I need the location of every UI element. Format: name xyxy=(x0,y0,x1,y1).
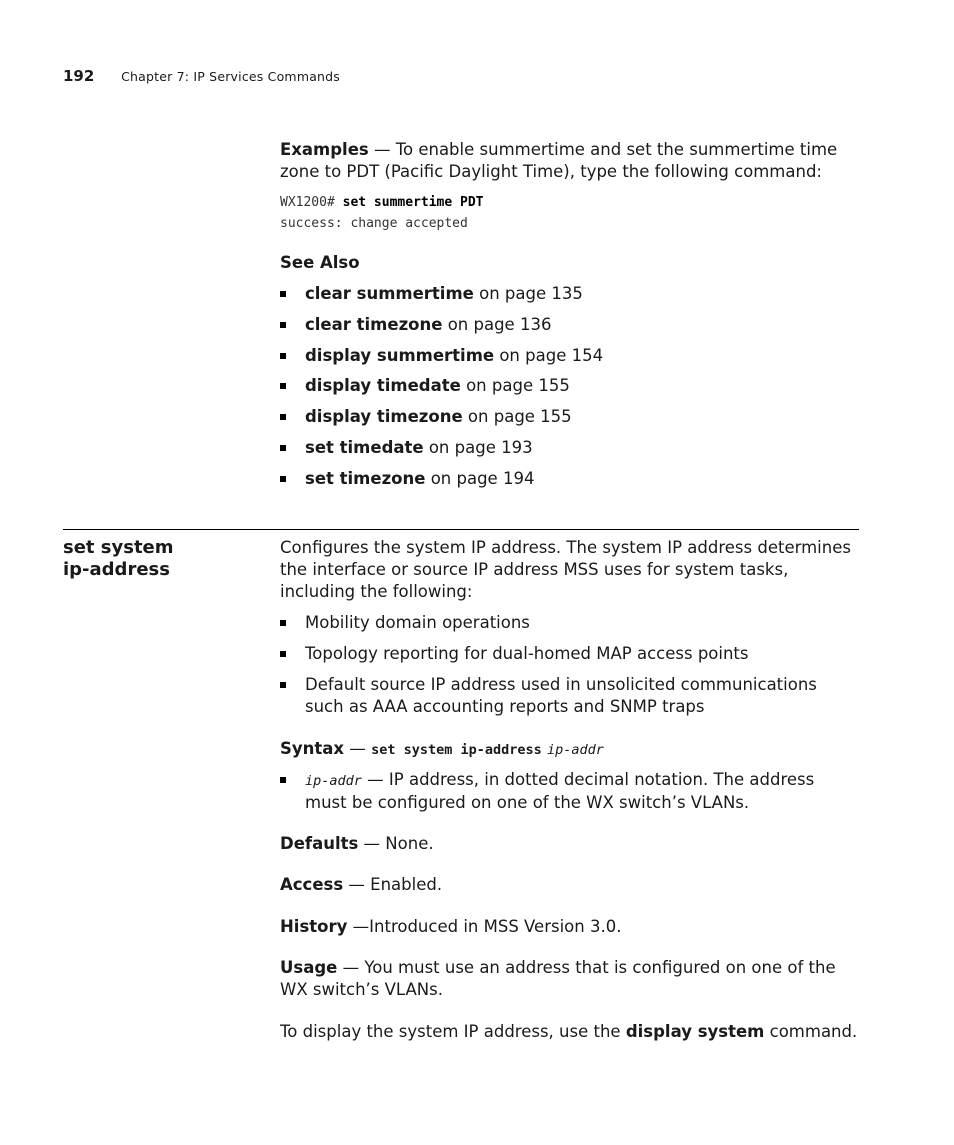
bullet-icon xyxy=(280,414,286,420)
see-also-link[interactable]: clear timezone xyxy=(305,315,443,334)
bullet-icon xyxy=(280,682,286,688)
bullet-icon xyxy=(280,651,286,657)
display-system-link[interactable]: display system xyxy=(625,1022,765,1041)
usage-paragraph xyxy=(280,957,865,1001)
bullet-icon xyxy=(280,445,286,451)
bullet-icon xyxy=(280,383,286,389)
bullet-icon xyxy=(280,291,286,297)
section-title-line2: ip-address xyxy=(63,559,170,580)
history-label: History xyxy=(280,917,348,936)
see-also-link[interactable]: clear summertime xyxy=(305,284,474,303)
page-header xyxy=(63,67,340,85)
parameter-description: — IP address, in dotted decimal notation. The address must be configured on one of the WX switch’s VLANs. xyxy=(305,770,815,812)
page-ref: on page 135 xyxy=(473,284,583,303)
parameter-name: ip-addr xyxy=(305,773,362,789)
display-pre-text: To display the system IP address, use the xyxy=(280,1022,626,1041)
page-number: 192 xyxy=(63,67,95,85)
access-label: Access xyxy=(280,875,344,894)
page-ref: on page 155 xyxy=(462,407,572,426)
list-item-text: Topology reporting for dual-homed MAP access points xyxy=(305,644,749,663)
access-text: — Enabled. xyxy=(343,875,443,894)
defaults-line xyxy=(280,833,865,855)
list-item-text: Default source IP address used in unsolicited communications such as AAA accounting reports and SNMP traps xyxy=(305,675,817,716)
see-also-title: See Also xyxy=(280,253,360,272)
list-item-text: Mobility domain operations xyxy=(305,613,530,632)
usage-text: — You must use an address that is configured on one of the WX switch’s VLANs. xyxy=(280,958,836,999)
history-text: —Introduced in MSS Version 3.0. xyxy=(347,917,622,936)
see-also-link[interactable]: set timezone xyxy=(305,469,426,488)
bullet-icon xyxy=(280,476,286,482)
bullet-icon xyxy=(280,322,286,328)
syntax-argument: ip-addr xyxy=(547,742,604,758)
syntax-label: Syntax xyxy=(280,739,345,758)
usage-label: Usage xyxy=(280,958,338,977)
display-system-paragraph xyxy=(280,1021,865,1043)
bullet-icon xyxy=(280,620,286,626)
section-divider xyxy=(63,529,859,530)
page-ref: on page 155 xyxy=(460,376,570,395)
section-title-line1: set system xyxy=(63,537,174,558)
syntax-command: set system ip-address xyxy=(371,742,542,758)
see-also-link[interactable]: display summertime xyxy=(305,346,495,365)
defaults-label: Defaults xyxy=(280,834,359,853)
chapter-title: Chapter 7: IP Services Commands xyxy=(121,69,341,84)
section-title xyxy=(63,537,174,581)
code-output: success: change accepted xyxy=(280,216,468,231)
page-ref: on page 136 xyxy=(442,315,552,334)
bullet-icon xyxy=(280,777,286,783)
examples-label: Examples xyxy=(280,140,369,159)
defaults-text: — None. xyxy=(358,834,434,853)
display-post-text: command. xyxy=(764,1022,858,1041)
see-also-link[interactable]: set timedate xyxy=(305,438,424,457)
see-also-heading xyxy=(280,252,865,274)
section-description xyxy=(280,537,865,603)
syntax-separator: — xyxy=(344,739,372,758)
example-code-block xyxy=(280,192,865,234)
access-line xyxy=(280,874,865,896)
see-also-link[interactable]: display timezone xyxy=(305,407,463,426)
code-prompt: WX1200# xyxy=(280,195,335,210)
syntax-line xyxy=(280,738,865,761)
page-ref: on page 193 xyxy=(423,438,533,457)
examples-text: — To enable summertime and set the summertime time zone to PDT (Pacific Daylight Time), type the following command: xyxy=(280,140,838,181)
page-ref: on page 154 xyxy=(494,346,604,365)
history-line xyxy=(280,916,865,938)
code-command: set summertime PDT xyxy=(342,195,484,210)
bullet-icon xyxy=(280,353,286,359)
page-ref: on page 194 xyxy=(425,469,535,488)
see-also-link[interactable]: display timedate xyxy=(305,376,461,395)
description-text: Configures the system IP address. The system IP address determines the interface or source IP address MSS uses for system tasks, including the following: xyxy=(280,538,851,601)
examples-paragraph xyxy=(280,139,865,183)
